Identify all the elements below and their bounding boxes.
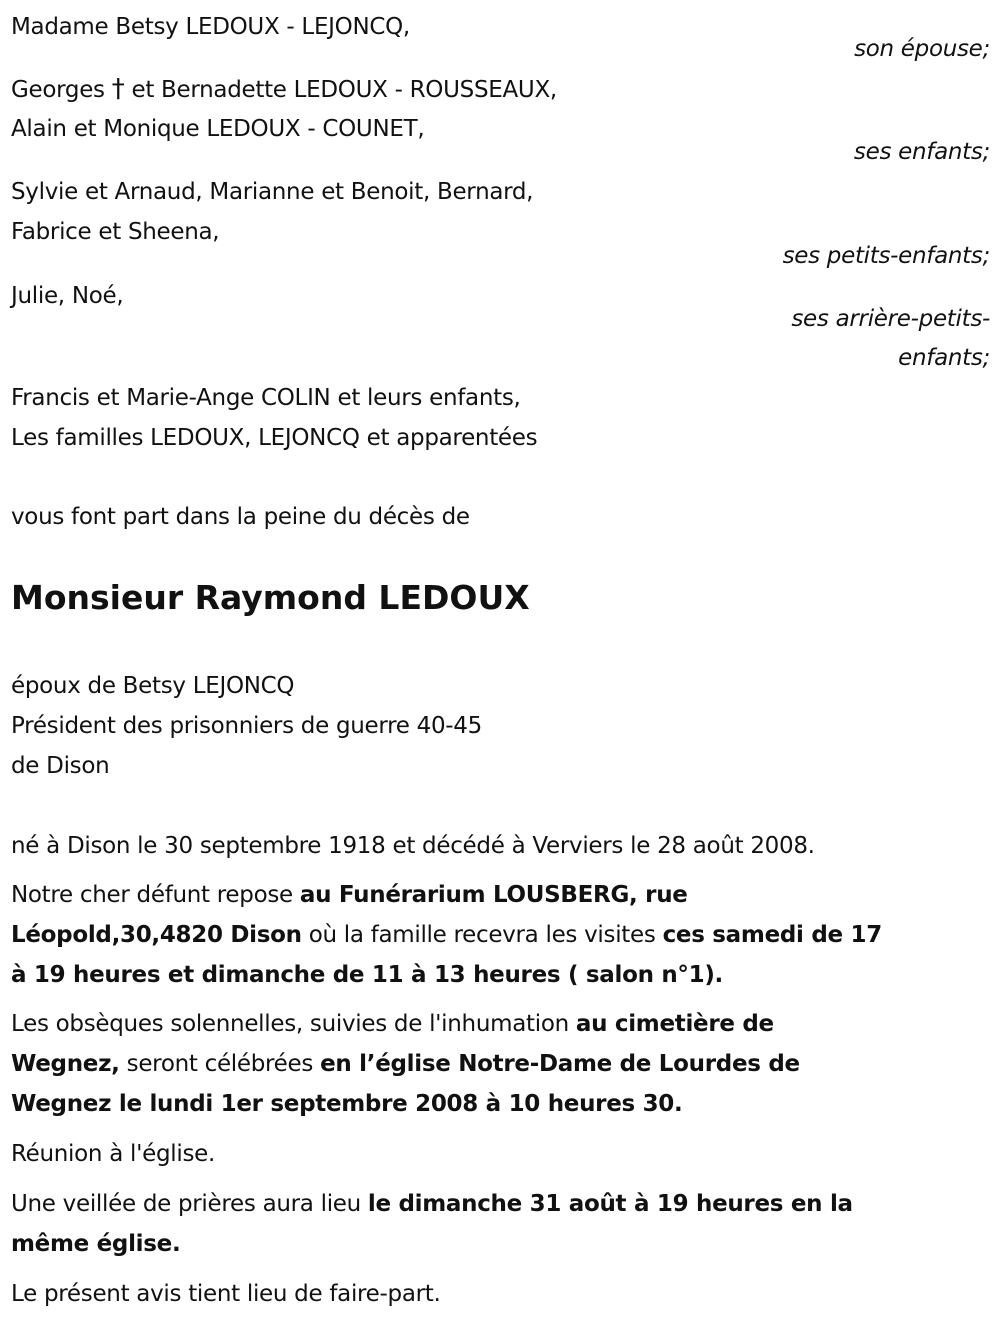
grandchildren-line-2: Fabrice et Sheena,	[11, 219, 220, 245]
text: seront célébrées	[119, 1051, 321, 1077]
bold-text: au Funérarium LOUSBERG, rue	[299, 882, 688, 908]
text: Une veillée de prières aura lieu	[11, 1191, 368, 1217]
repose-line-1	[11, 879, 688, 911]
vigil-line-1	[11, 1188, 853, 1220]
repose-line-2	[11, 919, 882, 951]
bold-text: Léopold,30,4820 Dison	[11, 922, 302, 948]
text: Les obsèques solennelles, suivies de l'inhumation	[11, 1011, 576, 1037]
dates-text: né à Dison le 30 septembre 1918 et décédé à Verviers le 28 août 2008.	[11, 833, 815, 859]
funeral-line-2	[11, 1048, 800, 1080]
children-role: ses enfants;	[853, 139, 990, 165]
others-line-1: Francis et Marie-Ange COLIN et leurs enfants,	[11, 385, 521, 411]
deceased-name: Monsieur Raymond LEDOUX	[11, 578, 530, 617]
funeral-line-1	[11, 1008, 774, 1040]
spouse-role: son épouse;	[854, 36, 990, 62]
children-text: et Bernadette LEDOUX - ROUSSEAUX,	[131, 77, 557, 103]
bold-text: ces samedi de 17	[662, 922, 882, 948]
bold-text: en l’église Notre-Dame de Lourdes de	[320, 1051, 800, 1077]
spouse-name: Madame Betsy LEDOUX - LEJONCQ,	[11, 14, 410, 40]
great-grandchildren-role-2: enfants;	[898, 345, 990, 371]
text: Notre cher défunt repose	[11, 882, 300, 908]
great-grandchildren-role-1: ses arrière-petits-	[791, 306, 990, 332]
reunion-text: Réunion à l'église.	[11, 1141, 215, 1167]
children-line-1	[11, 73, 557, 105]
text: où la famille recevra les visites	[301, 922, 663, 948]
closing-text: Le présent avis tient lieu de faire-part.	[11, 1281, 441, 1307]
great-grandchildren-line: Julie, Noé,	[11, 283, 124, 309]
bold-text: le dimanche 31 août à 19 heures en la	[367, 1191, 853, 1217]
children-line-2: Alain et Monique LEDOUX - COUNET,	[11, 116, 425, 142]
vigil-line-2: même église.	[11, 1231, 181, 1257]
grandchildren-role: ses petits-enfants;	[782, 243, 990, 269]
detail-line-1: époux de Betsy LEJONCQ	[11, 673, 295, 699]
bold-text: au cimetière de	[575, 1011, 774, 1037]
bold-text: Wegnez,	[11, 1051, 120, 1077]
grandchildren-line-1: Sylvie et Arnaud, Marianne et Benoit, Bernard,	[11, 179, 534, 205]
detail-line-3: de Dison	[11, 753, 110, 779]
detail-line-2: Président des prisonniers de guerre 40-45	[11, 713, 482, 739]
funeral-line-3: Wegnez le lundi 1er septembre 2008 à 10 heures 30.	[11, 1091, 683, 1117]
announce-text: vous font part dans la peine du décès de	[11, 504, 470, 530]
children-text: Georges	[11, 77, 105, 103]
repose-line-3: à 19 heures et dimanche de 11 à 13 heures ( salon n°1).	[11, 962, 723, 988]
cross-icon: †	[111, 74, 125, 104]
others-line-2: Les familles LEDOUX, LEJONCQ et apparentées	[11, 425, 538, 451]
